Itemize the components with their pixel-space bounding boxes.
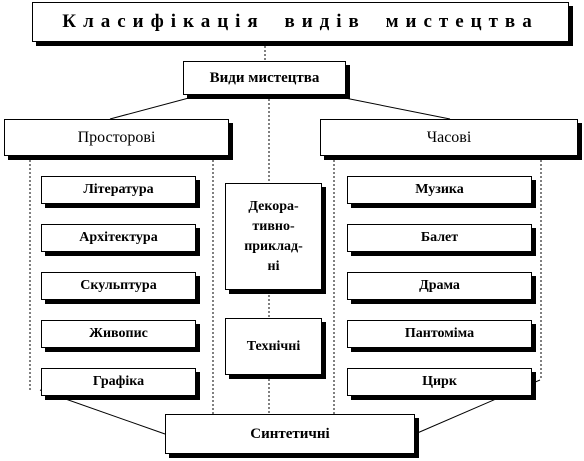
spatial-item-painting [41,320,196,348]
technical-label: Технічні [246,338,301,354]
diagram-title [32,2,569,42]
temporal-item-ballet [347,224,532,252]
item-label: Література [83,182,154,197]
label-line: ні [267,258,280,274]
item-label: Цирк [422,374,457,389]
decorative-applied-label [244,197,303,277]
item-label: Пантоміма [404,326,475,341]
item-label: Музика [415,182,464,197]
technical-node [225,318,322,375]
item-label: Графіка [92,374,145,389]
item-label: Драма [419,278,460,293]
temporal-item-drama [347,272,532,300]
spatial-item-sculpture [41,272,196,300]
spatial-item-architecture [41,224,196,252]
label-line: приклад- [244,238,303,254]
temporal-item-music [347,176,532,204]
spatial-synthetic-connector [40,390,165,434]
temporal-category [320,119,578,156]
spatial-item-literature [41,176,196,204]
temporal-label: Часові [426,128,472,146]
root-label: Види мистецтва [209,69,320,86]
spatial-label: Просторові [77,128,156,146]
root-spatial-connector [110,95,200,119]
synthetic-node [165,414,415,454]
synthetic-label: Синтетичні [250,425,330,442]
item-label: Балет [420,230,459,245]
title-text: Класифікація видів мистецтва [62,11,539,32]
item-label: Живопис [89,326,148,341]
decorative-applied-node [225,183,322,290]
label-line: Декора- [248,198,299,214]
item-label: Архітектура [79,230,158,245]
root-node [183,61,346,95]
temporal-item-pantomime [347,320,532,348]
spatial-item-graphics [41,368,196,396]
item-label: Скульптура [80,278,157,293]
temporal-item-circus [347,368,532,396]
label-line: тивно- [252,218,295,234]
spatial-category [4,119,229,156]
root-temporal-connector [330,95,450,119]
